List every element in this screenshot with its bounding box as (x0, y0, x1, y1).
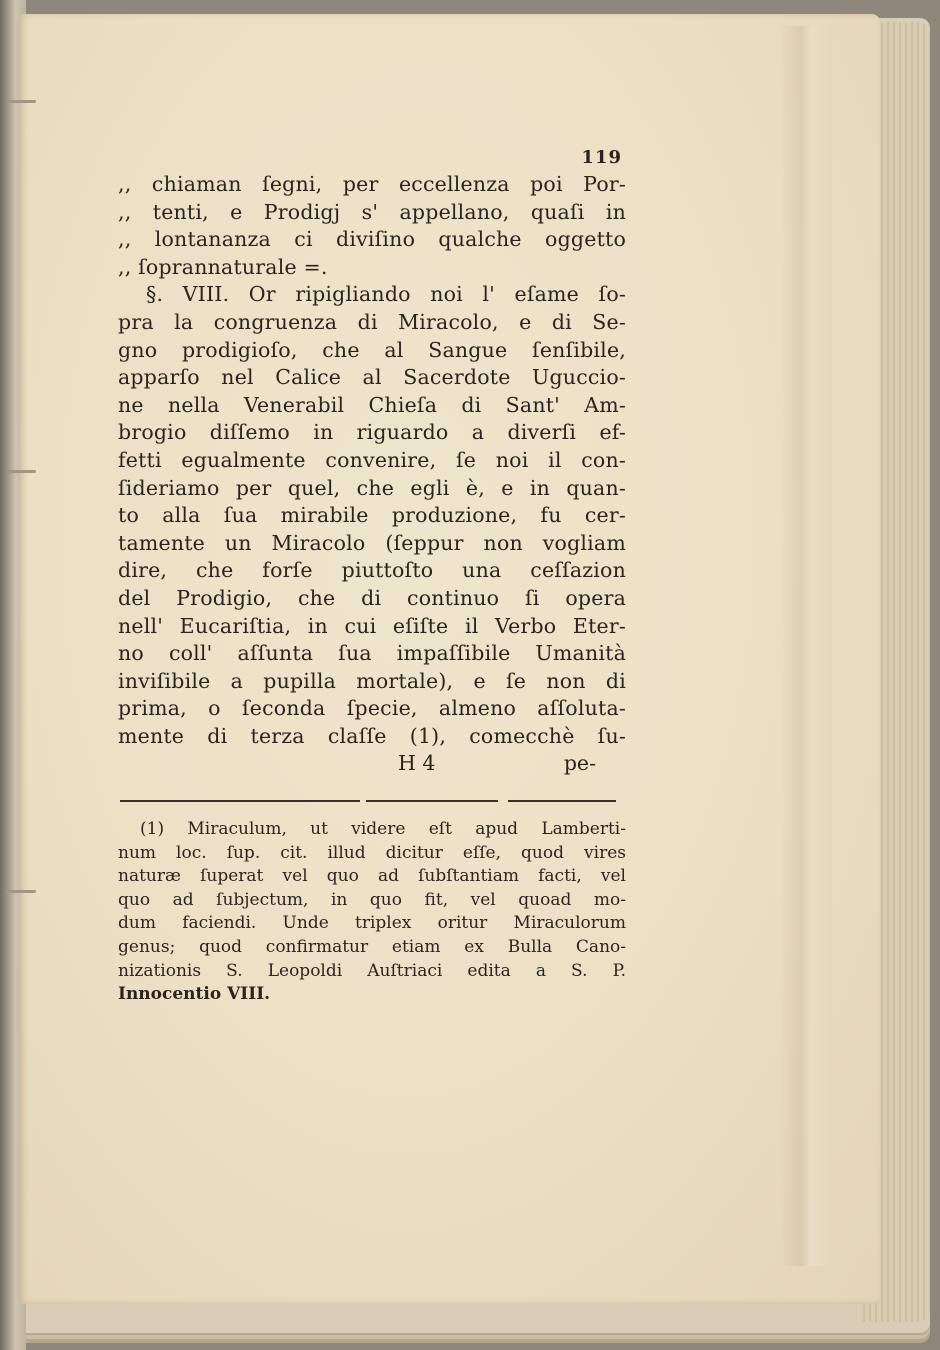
footnote-line: (1) Miraculum, ut videre eſt apud Lamberti- (140, 819, 626, 839)
text-line: no coll' aſſunta ſua impaſſibile Umanità (118, 641, 626, 666)
signature-mark: H 4 (398, 751, 436, 776)
text-line: ,, chiaman ſegni, per eccellenza poi Por- (118, 172, 626, 196)
footnote-line: Innocentio VIII. (118, 984, 271, 1005)
binding-thread (6, 890, 36, 893)
text-line: pra la congruenza di Miracolo, e di Se- (118, 309, 626, 334)
text-line: del Prodigio, che di continuo ſi opera (118, 585, 626, 610)
text-line: fetti egualmente convenire, ſe noi il con- (118, 447, 626, 472)
text-line: gno prodigioſo, che al Sangue ſenſibile, (118, 337, 626, 362)
text-line: ſideriamo per quel, che egli è, e in quan- (118, 475, 626, 500)
text-line: inviſibile a pupilla mortale), e ſe non di (118, 668, 626, 693)
signature-line (118, 750, 626, 776)
text-line: ,, lontananza ci diviſino qualche oggetto (118, 227, 626, 252)
text-line: prima, o ſeconda ſpecie, almeno aſſoluta- (118, 696, 626, 721)
footnote-line: quo ad ſubjectum, in quo fit, vel quoad mo- (118, 889, 626, 910)
text-line: mente di terza claſſe (1), comecchè ſu- (118, 723, 626, 748)
footnote (118, 818, 626, 1007)
text-line: nell' Eucariſtia, in cui eſiſte il Verbo Eter- (118, 613, 626, 638)
footnote-line: genus; quod confirmatur etiam ex Bulla Cano- (118, 936, 626, 957)
text-line: §. VIII. Or ripigliando noi l' eſame ſo- (146, 282, 626, 307)
text-line: ,, tenti, e Prodigj s' appellano, quaſi in (118, 199, 626, 224)
text-line: dire, che forſe piuttoſto una ceſſazion (118, 558, 626, 583)
page-fold (780, 26, 832, 1266)
footnote-rule (120, 800, 616, 802)
text-line: brogio diſſemo in riguardo a diverſi ef- (118, 420, 626, 445)
footnote-line: nizationis S. Leopoldi Auſtriaci edita a S. P. (118, 960, 626, 981)
catchword: pe- (563, 751, 596, 776)
main-text (118, 145, 626, 776)
binding-thread (6, 100, 36, 103)
footnote-line: num loc. ſup. cit. illud dicitur eſſe, quod vires (118, 842, 626, 863)
text-line: tamente un Miracolo (ſeppur non vogliam (118, 530, 626, 555)
page-number: 119 (581, 147, 622, 168)
text-line: apparſo nel Calice al Sacerdote Uguccio- (118, 365, 626, 390)
footnote-line: dum faciendi. Unde triplex oritur Miraculorum (118, 913, 626, 934)
binding-thread (6, 470, 36, 473)
text-line: ,, ſoprannaturale =. (118, 254, 328, 279)
footnote-line: naturæ ſuperat vel quo ad ſubſtantiam facti, vel (118, 866, 626, 887)
text-line: ne nella Venerabil Chieſa di Sant' Am- (118, 392, 626, 417)
text-line: to alla ſua mirabile produzione, fu cer- (118, 503, 626, 528)
